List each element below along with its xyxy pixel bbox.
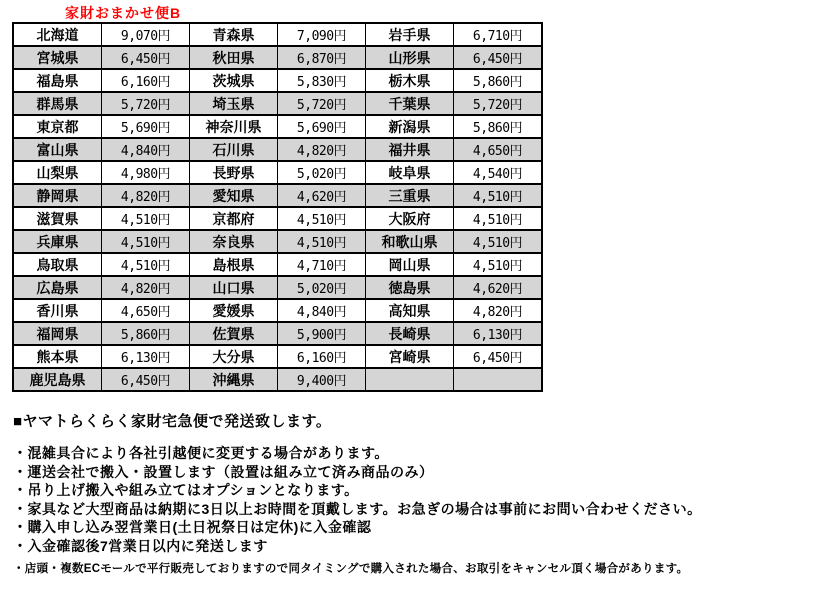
- prefecture-cell: 埼玉県: [190, 92, 278, 115]
- price-cell: 4,820円: [278, 138, 366, 161]
- prefecture-cell: 静岡県: [13, 184, 102, 207]
- price-cell: 6,450円: [454, 345, 543, 368]
- prefecture-cell: 山口県: [190, 276, 278, 299]
- table-row: [13, 138, 542, 161]
- note-item: ・吊り上げ搬入や組み立てはオプションとなります。: [13, 482, 359, 499]
- price-cell: [454, 368, 543, 391]
- table-row: [13, 161, 542, 184]
- table-row: [13, 115, 542, 138]
- price-cell: 5,900円: [278, 322, 366, 345]
- prefecture-cell: 岩手県: [366, 23, 454, 46]
- prefecture-cell: 宮崎県: [366, 345, 454, 368]
- price-cell: 5,020円: [278, 161, 366, 184]
- price-cell: 4,650円: [454, 138, 543, 161]
- price-cell: 6,710円: [454, 23, 543, 46]
- price-cell: 4,820円: [454, 299, 543, 322]
- price-cell: 4,710円: [278, 253, 366, 276]
- price-cell: 5,720円: [102, 92, 190, 115]
- prefecture-cell: 山梨県: [13, 161, 102, 184]
- table-row: [13, 253, 542, 276]
- note-item: ・家具など大型商品は納期に3日以上お時間を頂戴します。お急ぎの場合は事前にお問い合わせください。: [13, 500, 702, 517]
- price-cell: 5,690円: [278, 115, 366, 138]
- table-row: [13, 276, 542, 299]
- prefecture-cell: 三重県: [366, 184, 454, 207]
- prefecture-cell: 大阪府: [366, 207, 454, 230]
- prefecture-cell: 広島県: [13, 276, 102, 299]
- price-cell: 4,510円: [278, 230, 366, 253]
- prefecture-cell: 和歌山県: [366, 230, 454, 253]
- price-cell: 4,840円: [278, 299, 366, 322]
- prefecture-cell: 島根県: [190, 253, 278, 276]
- price-cell: 4,540円: [454, 161, 543, 184]
- price-cell: 5,860円: [454, 69, 543, 92]
- prefecture-cell: 石川県: [190, 138, 278, 161]
- shipping-fee-table-body: [13, 23, 542, 391]
- prefecture-cell: 徳島県: [366, 276, 454, 299]
- table-row: [13, 23, 542, 46]
- prefecture-cell: [366, 368, 454, 391]
- price-cell: 6,450円: [102, 368, 190, 391]
- price-cell: 5,690円: [102, 115, 190, 138]
- prefecture-cell: 栃木県: [366, 69, 454, 92]
- price-cell: 6,130円: [454, 322, 543, 345]
- table-row: [13, 345, 542, 368]
- prefecture-cell: 鹿児島県: [13, 368, 102, 391]
- price-cell: 5,830円: [278, 69, 366, 92]
- prefecture-cell: 奈良県: [190, 230, 278, 253]
- prefecture-cell: 京都府: [190, 207, 278, 230]
- table-row: [13, 184, 542, 207]
- note-item: ・運送会社で搬入・設置します（設置は組み立て済み商品のみ）: [13, 463, 434, 480]
- price-cell: 4,980円: [102, 161, 190, 184]
- price-cell: 5,720円: [278, 92, 366, 115]
- prefecture-cell: 兵庫県: [13, 230, 102, 253]
- note-item: ・購入申し込み翌営業日(土日祝祭日は定休)に入金確認: [13, 519, 372, 536]
- price-cell: 6,450円: [102, 46, 190, 69]
- price-cell: 4,510円: [454, 207, 543, 230]
- prefecture-cell: 愛媛県: [190, 299, 278, 322]
- prefecture-cell: 富山県: [13, 138, 102, 161]
- prefecture-cell: 東京都: [13, 115, 102, 138]
- table-row: [13, 207, 542, 230]
- note-item: ・混雑具合により各社引越便に変更する場合があります。: [13, 445, 389, 461]
- price-cell: 4,620円: [454, 276, 543, 299]
- prefecture-cell: 福井県: [366, 138, 454, 161]
- prefecture-cell: 福島県: [13, 69, 102, 92]
- prefecture-cell: 群馬県: [13, 92, 102, 115]
- prefecture-cell: 宮城県: [13, 46, 102, 69]
- table-row: [13, 69, 542, 92]
- price-cell: 4,510円: [102, 230, 190, 253]
- price-cell: 4,510円: [102, 253, 190, 276]
- prefecture-cell: 新潟県: [366, 115, 454, 138]
- prefecture-cell: 佐賀県: [190, 322, 278, 345]
- prefecture-cell: 沖縄県: [190, 368, 278, 391]
- price-cell: 7,090円: [278, 23, 366, 46]
- price-cell: 6,450円: [454, 46, 543, 69]
- table-row: [13, 299, 542, 322]
- prefecture-cell: 長崎県: [366, 322, 454, 345]
- table-row: [13, 92, 542, 115]
- price-cell: 5,860円: [454, 115, 543, 138]
- price-cell: 5,720円: [454, 92, 543, 115]
- prefecture-cell: 大分県: [190, 345, 278, 368]
- prefecture-cell: 長野県: [190, 161, 278, 184]
- price-cell: 5,020円: [278, 276, 366, 299]
- table-row: [13, 322, 542, 345]
- price-cell: 4,820円: [102, 184, 190, 207]
- price-cell: 6,870円: [278, 46, 366, 69]
- prefecture-cell: 香川県: [13, 299, 102, 322]
- price-cell: 9,400円: [278, 368, 366, 391]
- price-cell: 6,130円: [102, 345, 190, 368]
- note-item: ・入金確認後7営業日以内に発送します: [13, 537, 268, 554]
- prefecture-cell: 福岡県: [13, 322, 102, 345]
- table-title: 家財おまかせ便B: [65, 5, 182, 21]
- shipping-fee-table: [12, 22, 543, 392]
- notes-list: [13, 444, 813, 556]
- price-cell: 4,840円: [102, 138, 190, 161]
- price-cell: 4,510円: [454, 184, 543, 207]
- notes-section: [13, 410, 813, 576]
- prefecture-cell: 北海道: [13, 23, 102, 46]
- price-cell: 4,510円: [102, 207, 190, 230]
- prefecture-cell: 茨城県: [190, 69, 278, 92]
- price-cell: 6,160円: [278, 345, 366, 368]
- prefecture-cell: 滋賀県: [13, 207, 102, 230]
- prefecture-cell: 青森県: [190, 23, 278, 46]
- shipping-method-heading: ■ヤマトらくらく家財宅急便で発送致します。: [13, 413, 332, 430]
- prefecture-cell: 神奈川県: [190, 115, 278, 138]
- prefecture-cell: 岐阜県: [366, 161, 454, 184]
- fine-print-note: ・店頭・複数ECモールで平行販売しておりますので同タイミングで購入された場合、お取引をキャンセル頂く場合があります。: [13, 562, 689, 575]
- prefecture-cell: 秋田県: [190, 46, 278, 69]
- prefecture-cell: 岡山県: [366, 253, 454, 276]
- prefecture-cell: 高知県: [366, 299, 454, 322]
- table-row: [13, 46, 542, 69]
- prefecture-cell: 山形県: [366, 46, 454, 69]
- prefecture-cell: 愛知県: [190, 184, 278, 207]
- price-cell: 4,510円: [454, 230, 543, 253]
- prefecture-cell: 千葉県: [366, 92, 454, 115]
- table-row: [13, 230, 542, 253]
- table-row: [13, 368, 542, 391]
- price-cell: 4,820円: [102, 276, 190, 299]
- price-cell: 4,510円: [278, 207, 366, 230]
- prefecture-cell: 鳥取県: [13, 253, 102, 276]
- prefecture-cell: 熊本県: [13, 345, 102, 368]
- price-cell: 4,650円: [102, 299, 190, 322]
- price-cell: 9,070円: [102, 23, 190, 46]
- price-cell: 6,160円: [102, 69, 190, 92]
- price-cell: 4,510円: [454, 253, 543, 276]
- price-cell: 5,860円: [102, 322, 190, 345]
- price-cell: 4,620円: [278, 184, 366, 207]
